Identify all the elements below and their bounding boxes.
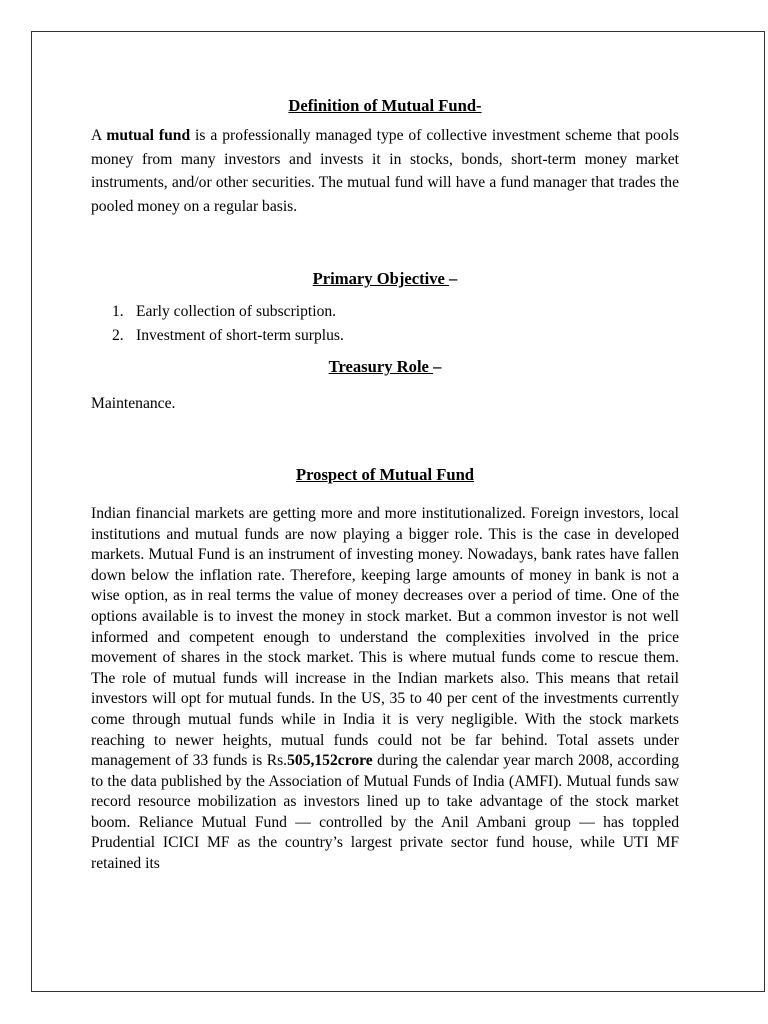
prospect-paragraph <box>91 504 679 875</box>
prospect-heading-text: Prospect of Mutual Fund <box>295 464 475 484</box>
mutual-fund-term: mutual fund <box>106 127 191 144</box>
list-item <box>91 300 679 324</box>
primary-objective-dash: – <box>449 269 458 289</box>
list-item-number: 1. <box>112 303 124 321</box>
document-body <box>91 92 679 875</box>
list-item-number: 2. <box>112 327 124 345</box>
treasury-role-dash: – <box>433 357 442 377</box>
primary-objective-heading-text: Primary Objective <box>312 269 450 289</box>
prospect-text-before: Indian financial markets are getting more and more institutionalized. Foreign investors, local institutions and mutual funds are now playing a bigger role. This is the case in developed markets. Mutual Fund is an instrument of investing money. Nowadays, bank rates have fallen down below the inflation rate. Therefore, keeping large amounts of money in bank is not a wise option, as in real terms the value of money decreases over a period of time. One of the options available is to invest the money in stock market. But a common investor is not well informed and competent enough to understand the complexities involved in the price movement of shares in the stock market. This is where mutual funds come to rescue them. The role of mutual funds will increase in the Indian markets also. This means that retail investors will opt for mutual funds. In the US, 35 to 40 per cent of the investments currently come through mutual funds while in India it is very negligible. With the stock markets reaching to newer heights, mutual funds could not be far behind. Total assets under management of 33 funds is Rs. <box>91 504 679 770</box>
definition-paragraph <box>91 124 679 218</box>
definition-text: is a professionally managed type of collective investment scheme that pools money from many investors and invests it in stocks, bonds, short-term money market instruments, and/or other securities. The mutual fund will have a fund manager that trades the pooled money on a regular basis. <box>91 127 679 215</box>
prospect-heading <box>91 462 679 488</box>
objective-list <box>91 300 679 348</box>
treasury-role-heading-text: Treasury Role <box>328 357 434 377</box>
list-item <box>91 324 679 348</box>
treasury-role-text: Maintenance. <box>91 395 176 413</box>
definition-heading-text: Definition of Mutual Fund- <box>288 96 482 115</box>
assets-amount: 505,152crore <box>287 752 373 770</box>
prospect-text-after: during the calendar year march 2008, according to the data published by the Association of Mutual Funds of India (AMFI). Mutual funds saw record resource mobilization as investors lined up to take advantage of the stock market boom. Reliance Mutual Fund — controlled by the Anil Ambani group — has toppled Prudential ICICI MF as the country’s largest private sector fund house, while UTI MF retained its <box>91 752 679 873</box>
list-item-text: Early collection of subscription. <box>136 303 337 321</box>
list-item-text: Investment of short-term surplus. <box>136 327 344 345</box>
definition-heading <box>91 93 679 119</box>
treasury-role-heading <box>91 354 679 380</box>
primary-objective-heading <box>91 266 679 292</box>
definition-lead: A <box>91 127 107 144</box>
